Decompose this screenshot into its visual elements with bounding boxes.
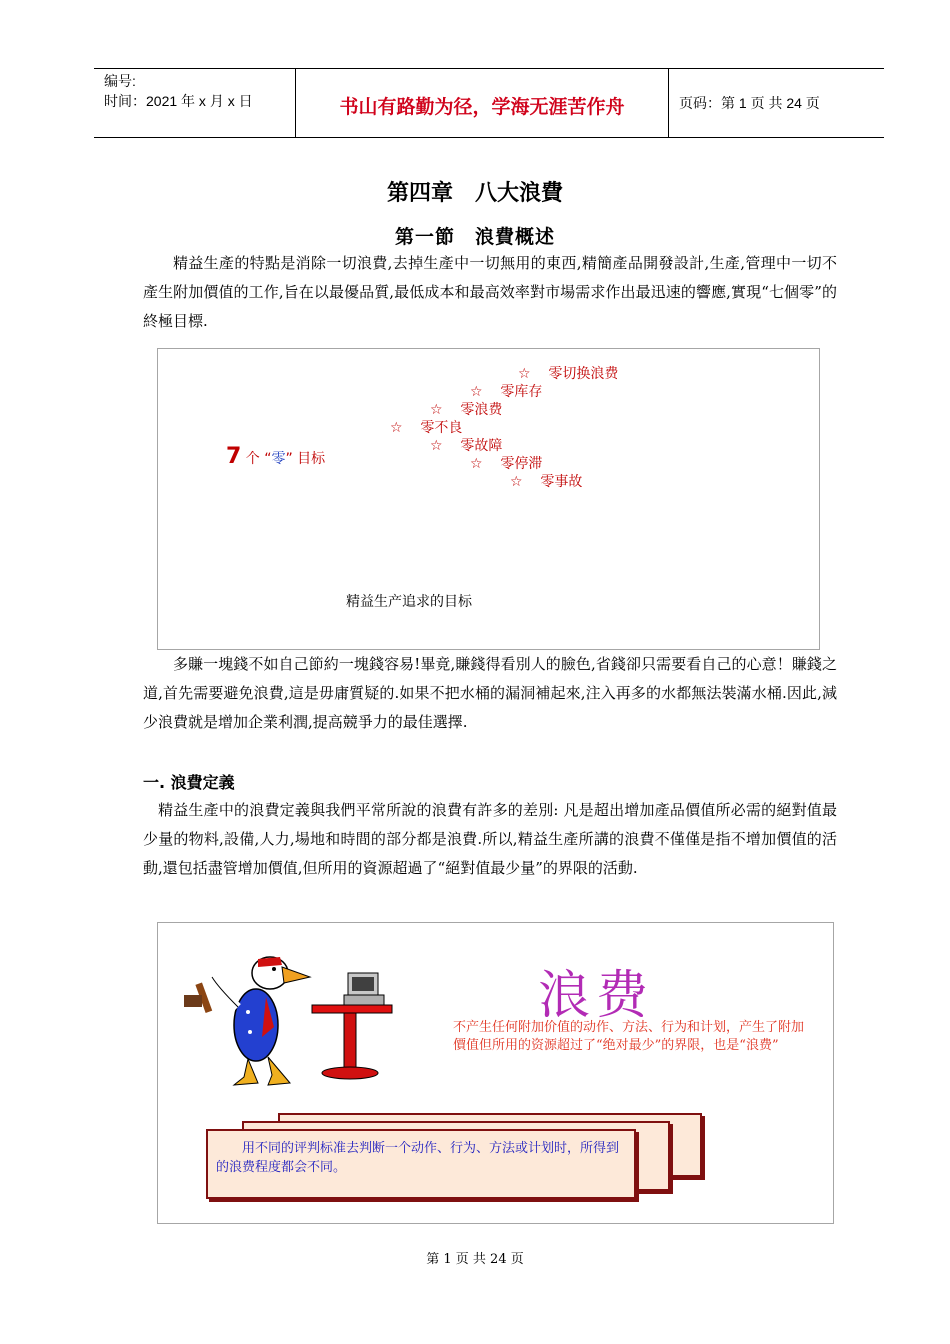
star-icon: ☆	[470, 456, 483, 472]
waste-title: 浪费	[538, 966, 655, 1026]
page-footer: 第 1 页 共 24 页	[426, 1252, 524, 1267]
goal-item: ☆ 零事故	[510, 474, 583, 490]
number-label: 编号:	[104, 73, 136, 89]
motto: 书山有路勤为径，学海无涯苦作舟	[339, 96, 625, 118]
goal-item: ☆ 零库存	[470, 384, 543, 400]
card-front	[206, 1129, 636, 1199]
goal-item: ☆ 零不良	[390, 420, 463, 436]
goal-item: ☆ 零切换浪费	[518, 366, 619, 382]
saving-paragraph: 多賺一塊錢不如自己節約一塊錢容易!畢竟,賺錢得看別人的臉色,省錢卻只需要看自己的心意！賺錢之道,首先需要避免浪費,這是毋庸質疑的.如果不把水桶的漏洞補起來,注入再多的水都無法裝滿水桶.因此,減少浪費就是增加企業利潤,提高競爭力的最佳選擇.	[143, 655, 837, 731]
computer-on-table-illustration	[308, 971, 398, 1081]
section-title: 第一節 浪費概述	[394, 226, 555, 248]
header-page-cell	[669, 69, 884, 137]
header-motto-cell	[296, 69, 669, 137]
goal-item: ☆ 零停滞	[470, 456, 543, 472]
seven-zeros-figure	[157, 348, 820, 650]
header-meta-cell	[94, 69, 296, 137]
star-icon: ☆	[510, 474, 523, 490]
star-icon: ☆	[430, 402, 443, 418]
waste-definition-text: 不产生任何附加价值的动作、方法、行为和计划，产生了附加價值但所用的资源超过了“绝对最少”的界限，也是“浪费”	[453, 1020, 805, 1053]
intro-paragraph: 精益生產的特點是消除一切浪費,去掉生產中一切無用的東西,精簡產品開發設計,生產,管理中一切不產生附加價值的工作,旨在以最優品質,最低成本和最高效率對市場需求作出最迅速的響應,實現“七個零”的終極目標.	[143, 254, 837, 330]
document-header	[94, 68, 884, 138]
page-label: 页码：第 1 页 共 24 页	[679, 95, 820, 111]
chapter-title: 第四章 八大浪費	[386, 181, 563, 206]
seven-zeros-label: 7 个 “零” 目标	[226, 444, 326, 469]
star-icon: ☆	[470, 384, 483, 400]
time-label: 时间：2021 年 x 月 x 日	[104, 93, 253, 109]
goal-item: ☆ 零浪费	[430, 402, 503, 418]
duck-worker-illustration	[178, 937, 318, 1087]
waste-definition-heading: 一. 浪費定義	[143, 773, 235, 792]
seven-number: 7	[226, 444, 242, 469]
card-text: 用不同的评判标准去判断一个动作、行为、方法或计划时，所得到的浪费程度都会不同。	[216, 1141, 620, 1175]
star-icon: ☆	[390, 420, 403, 436]
figure1-caption: 精益生产追求的目标	[346, 594, 472, 610]
star-icon: ☆	[518, 366, 531, 382]
zero-char: 零	[271, 451, 286, 467]
goal-item: ☆ 零故障	[430, 438, 503, 454]
waste-concept-figure	[157, 922, 834, 1224]
star-icon: ☆	[430, 438, 443, 454]
definition-paragraph: 精益生產中的浪費定義與我們平常所說的浪費有許多的差別: 凡是超出增加產品價值所必需的絕對值最少量的物料,設備,人力,場地和時間的部分都是浪費.所以,精益生產所講的浪費不僅僅是指不增加價值的活動,還包括盡管增加價值,但所用的資源超過了“絕對值最少量”的界限的活動.	[143, 801, 837, 877]
